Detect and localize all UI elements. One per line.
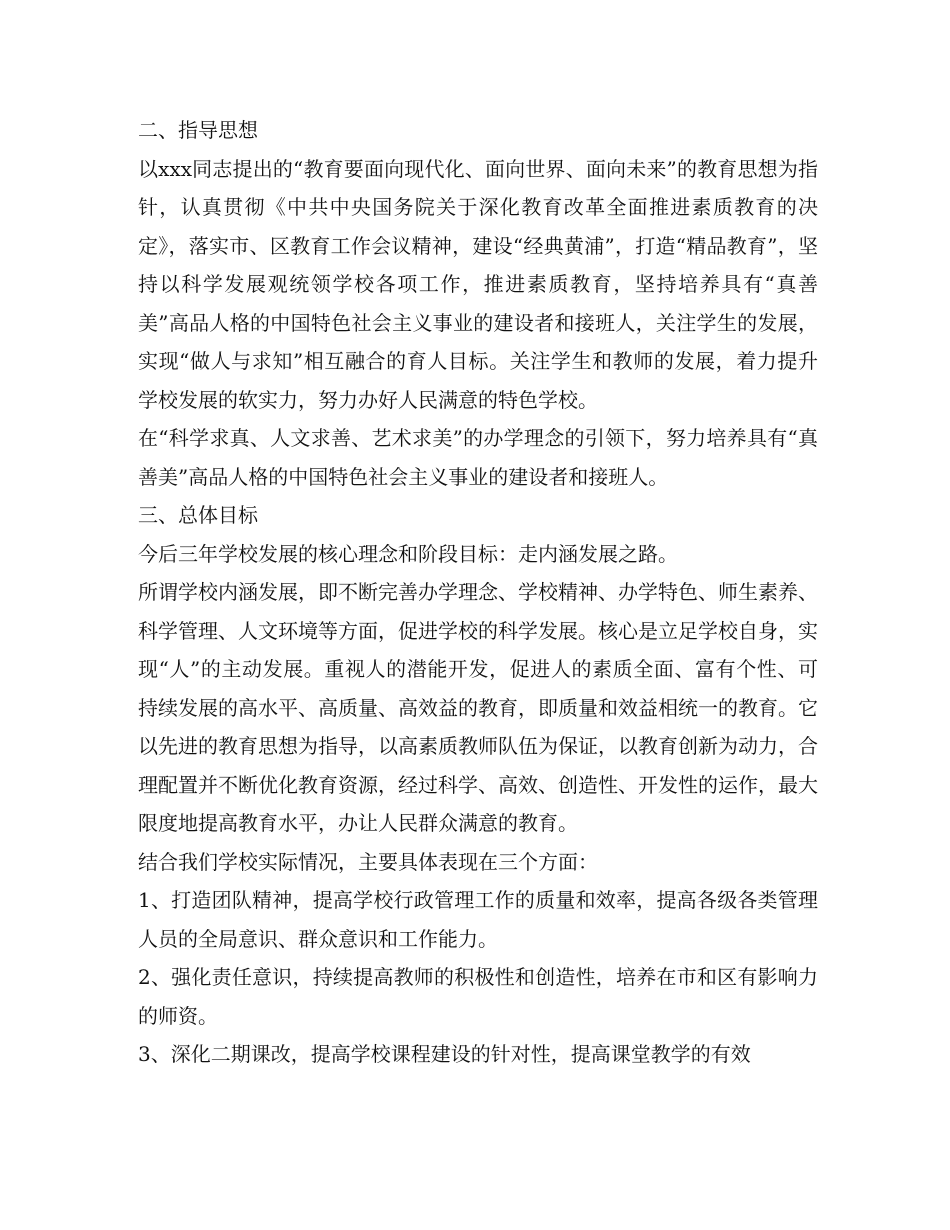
section-heading-guiding-ideology: 二、指导思想 [138,118,258,142]
list-item-curriculum-reform: 3、深化二期课改，提高学校课程建设的针对性，提高课堂教学的有效 [138,1042,751,1066]
paragraph-connotative-development: 所谓学校内涵发展，即不断完善办学理念、学校精神、办学特色、师生素养、科学管理、人文环境等方面，促进学校的科学发展。核心是立足学校自身，实现“人”的主动发展。重视人的潜能开发，促进人的素质全面、富有个性、可持续发展的高水平、高质量、高效益的教育，即质量和效益相统一的教育。它以先进的教育思想为指导，以高素质教师队伍为保证，以教育创新为动力，合理配置并不断优化教育资源，经过科学、高效、创造性、开发性的运作，最大限度地提高教育水平，办让人民群众满意的教育。 [138,580,818,835]
list-item-team-spirit: 1、打造团队精神，提高学校行政管理工作的质量和效率，提高各级各类管理人员的全局意识、群众意识和工作能力。 [138,888,818,951]
paragraph-school-philosophy: 在“科学求真、人文求善、艺术求美”的办学理念的引领下，努力培养具有“真善美”高品人格的中国特色社会主义事业的建设者和接班人。 [138,426,818,489]
list-item-responsibility: 2、强化责任意识，持续提高教师的积极性和创造性，培养在市和区有影响力的师资。 [138,965,818,1028]
section-heading-overall-goals: 三、总体目标 [138,503,258,527]
paragraph-three-aspects-intro: 结合我们学校实际情况，主要具体表现在三个方面： [138,849,598,874]
paragraph-guiding-ideology: 以xxx同志提出的“教育要面向现代化、面向世界、面向未来”的教育思想为指针，认真贯彻《中共中央国务院关于深化教育改革全面推进素质教育的决定》，落实市、区教育工作会议精神，建设“经典黄浦”，打造“精品教育”，坚持以科学发展观统领学校各项工作，推进素质教育，坚持培养具有“真善美”高品人格的中国特色社会主义事业的建设者和接班人，关注学生的发展，实现“做人与求知”相互融合的育人目标。关注学生和教师的发展，着力提升学校发展的软实力，努力办好人民满意的特色学校。 [138,156,818,412]
document-page [138,111,818,1074]
paragraph-core-concept: 今后三年学校发展的核心理念和阶段目标：走内涵发展之路。 [138,541,678,566]
